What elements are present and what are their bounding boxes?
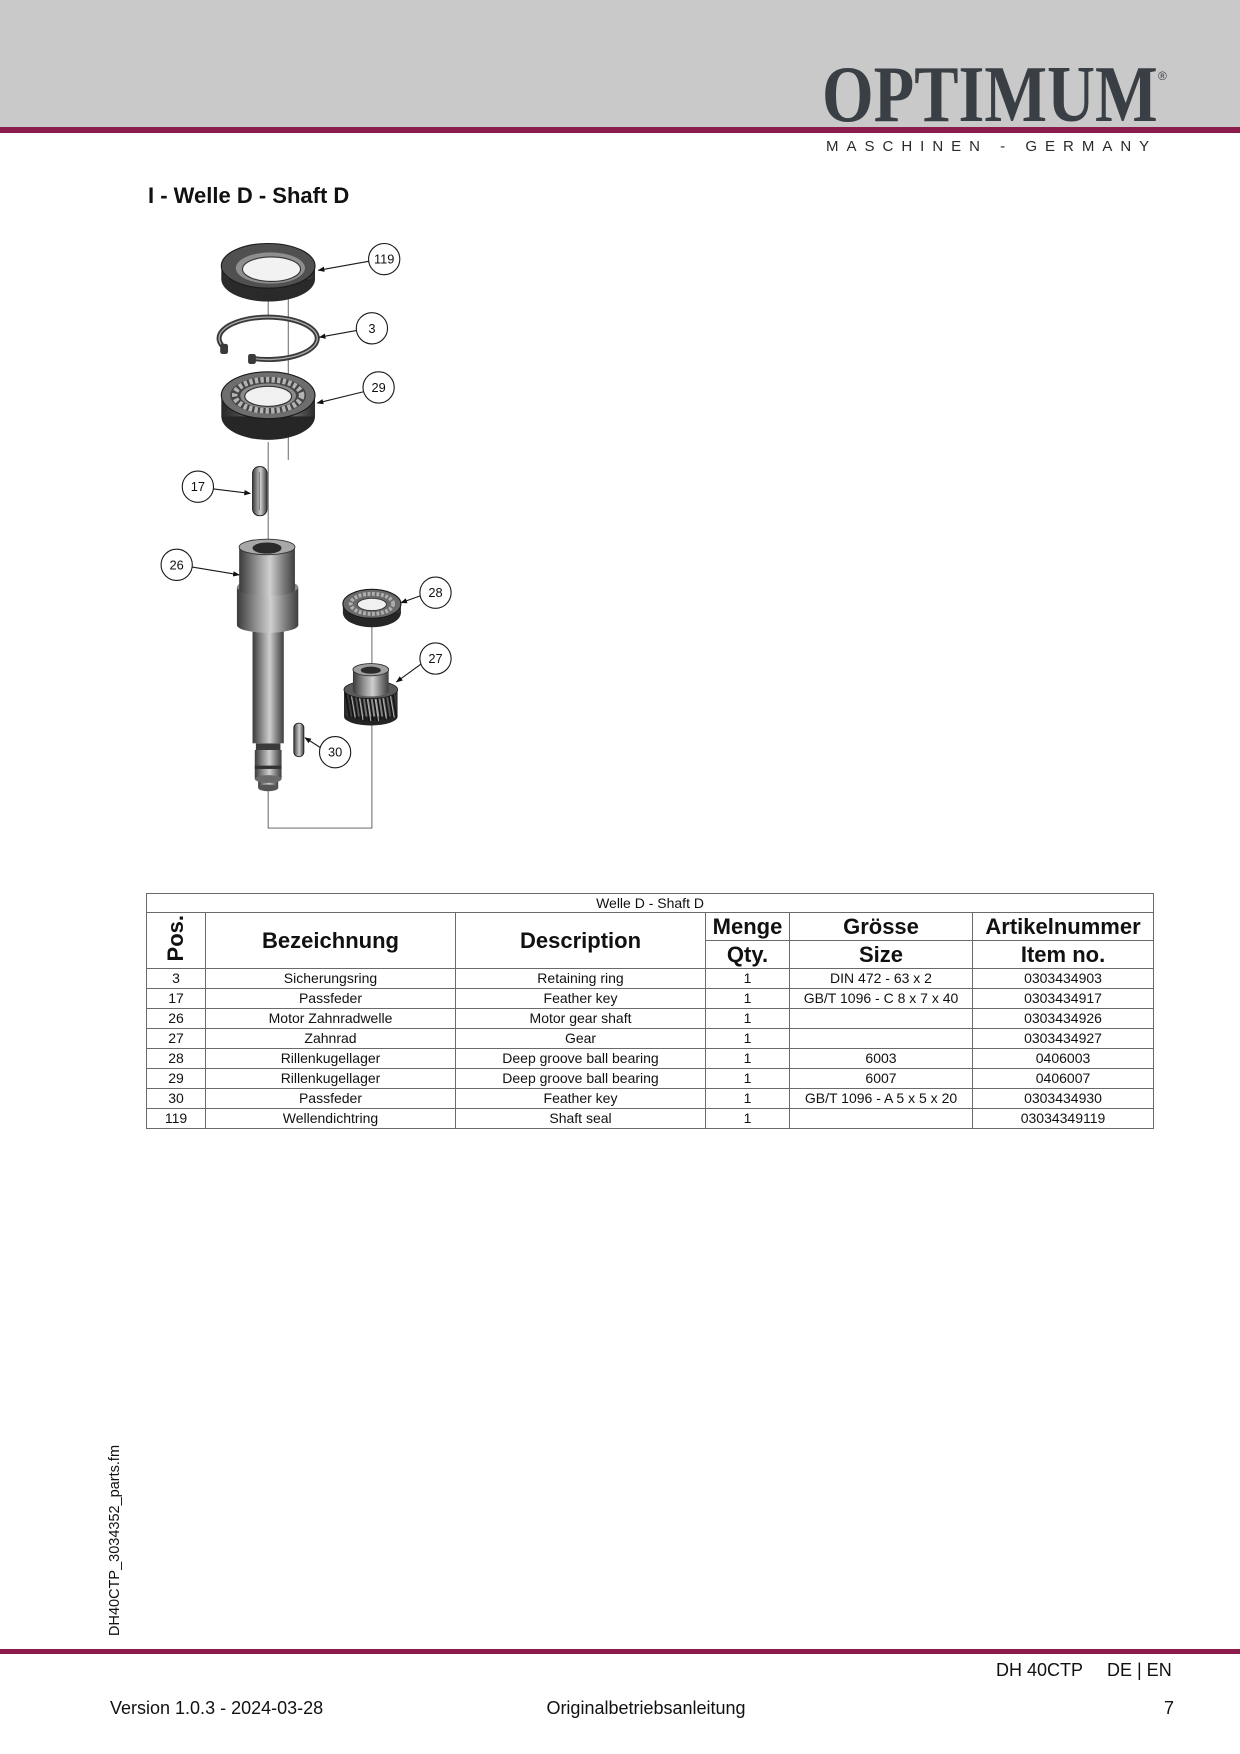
cell-description: Feather key [456, 1089, 706, 1109]
cell-description: Retaining ring [456, 969, 706, 989]
part-gear [344, 664, 398, 726]
callout-label: 17 [190, 479, 206, 495]
cell-size: 6007 [790, 1069, 973, 1089]
cell-qty: 1 [706, 1109, 790, 1129]
logo-registered-mark: ® [1158, 69, 1167, 83]
cell-bezeichnung: Passfeder [206, 989, 456, 1009]
leader-line [318, 261, 368, 270]
cell-size [790, 1009, 973, 1029]
header-groesse: Grösse [790, 913, 973, 941]
header-size: Size [790, 941, 973, 969]
cell-pos: 28 [147, 1049, 206, 1069]
table-row [147, 1049, 1154, 1069]
callout-label: 27 [428, 651, 443, 667]
cell-size: GB/T 1096 - A 5 x 5 x 20 [790, 1089, 973, 1109]
footer-accent-line [0, 1649, 1240, 1654]
footer-model: DH 40CTP [996, 1660, 1084, 1680]
part-feather-key-30 [294, 723, 304, 756]
callout-17 [182, 471, 250, 502]
table-row [147, 1029, 1154, 1049]
shaft-lower-section [255, 750, 282, 779]
cell-size: DIN 472 - 63 x 2 [790, 969, 973, 989]
cell-item-no: 0406007 [973, 1069, 1154, 1089]
table-row [147, 1089, 1154, 1109]
part-motor-gear-shaft [237, 539, 298, 791]
parts-table [146, 893, 1154, 1129]
ring-lug [248, 354, 256, 364]
leader-line [319, 331, 356, 338]
cell-qty: 1 [706, 1029, 790, 1049]
cell-description: Feather key [456, 989, 706, 1009]
header-pos-label: Pos. [163, 914, 188, 962]
callout-label: 26 [169, 557, 184, 573]
cell-bezeichnung: Wellendichtring [206, 1109, 456, 1129]
parts-table-body [147, 969, 1154, 1129]
cell-qty: 1 [706, 1009, 790, 1029]
cell-item-no: 0303434903 [973, 969, 1154, 989]
cell-bezeichnung: Rillenkugellager [206, 1049, 456, 1069]
logo-wordmark: OPTIMUM [822, 51, 1158, 139]
cell-bezeichnung: Passfeder [206, 1089, 456, 1109]
cell-description: Motor gear shaft [456, 1009, 706, 1029]
callout-label: 28 [428, 585, 443, 601]
header-artikelnummer: Artikelnummer [973, 913, 1154, 941]
callout-119 [318, 244, 399, 275]
header-item-no: Item no. [973, 941, 1154, 969]
cell-pos: 30 [147, 1089, 206, 1109]
cell-item-no: 0303434927 [973, 1029, 1154, 1049]
cell-description: Deep groove ball bearing [456, 1069, 706, 1089]
leader-line [317, 392, 363, 403]
cell-item-no: 03034349119 [973, 1109, 1154, 1129]
cell-pos: 27 [147, 1029, 206, 1049]
header-description: Description [456, 913, 706, 969]
shaft-lower-step [255, 775, 282, 783]
part-bearing-6007 [221, 372, 315, 440]
cell-pos: 119 [147, 1109, 206, 1129]
side-file-label: DH40CTP_3034352_parts.fm [107, 1444, 123, 1636]
cell-description: Shaft seal [456, 1109, 706, 1129]
leader-line [401, 596, 420, 603]
cell-pos: 17 [147, 989, 206, 1009]
exploded-view-diagram [151, 229, 469, 837]
key-body [294, 723, 304, 756]
cell-size: GB/T 1096 - C 8 x 7 x 40 [790, 989, 973, 1009]
part-shaft-seal [221, 244, 315, 302]
leader-line [396, 664, 421, 682]
shaft-groove [255, 766, 282, 769]
gear-hub-bottom [353, 685, 389, 696]
gear-bore [361, 667, 381, 674]
callout-3 [319, 313, 387, 344]
parts-table-head [147, 894, 1154, 969]
cell-pos: 29 [147, 1069, 206, 1089]
shaft-main-section [253, 621, 284, 744]
cell-bezeichnung: Motor Zahnradwelle [206, 1009, 456, 1029]
table-row [147, 1009, 1154, 1029]
seal-bore [243, 257, 301, 282]
header-pos [147, 913, 206, 969]
cell-size: 6003 [790, 1049, 973, 1069]
callout-30 [305, 737, 351, 768]
section-title: I - Welle D - Shaft D [148, 183, 350, 208]
cell-qty: 1 [706, 969, 790, 989]
cell-item-no: 0406003 [973, 1049, 1154, 1069]
table-row [147, 1109, 1154, 1129]
part-feather-key-17 [253, 467, 268, 516]
callout-label: 30 [327, 744, 343, 760]
footer-version: Version 1.0.3 - 2024-03-28 [110, 1698, 324, 1718]
cell-item-no: 0303434917 [973, 989, 1154, 1009]
bearing-bore [245, 386, 292, 406]
header-bezeichnung: Bezeichnung [206, 913, 456, 969]
callout-label: 119 [373, 251, 395, 267]
callout-label: 29 [371, 379, 386, 395]
cell-size [790, 1029, 973, 1049]
table-caption-row [147, 894, 1154, 913]
callout-27 [396, 643, 451, 682]
cell-bezeichnung: Sicherungsring [206, 969, 456, 989]
cell-item-no: 0303434930 [973, 1089, 1154, 1109]
header-qty: Qty. [706, 941, 790, 969]
table-row [147, 969, 1154, 989]
cell-qty: 1 [706, 1049, 790, 1069]
cell-description: Gear [456, 1029, 706, 1049]
callout-28 [401, 577, 451, 608]
cell-size [790, 1109, 973, 1129]
shaft-collar-bottom [237, 617, 298, 633]
table-row [147, 1069, 1154, 1089]
cell-bezeichnung: Zahnrad [206, 1029, 456, 1049]
table-header-row [147, 913, 1154, 941]
footer-document-type: Originalbetriebsanleitung [546, 1698, 746, 1718]
leader-line [192, 567, 239, 575]
shaft-bore [253, 542, 282, 553]
cell-qty: 1 [706, 1089, 790, 1109]
logo-tagline: MASCHINEN - GERMANY [826, 138, 1158, 155]
bearing-bore [357, 598, 386, 610]
shaft-top-cylinder-bottom [239, 583, 295, 596]
header-menge: Menge [706, 913, 790, 941]
footer-languages: DE | EN [1107, 1660, 1172, 1680]
cell-pos: 26 [147, 1009, 206, 1029]
cell-item-no: 0303434926 [973, 1009, 1154, 1029]
cell-qty: 1 [706, 989, 790, 1009]
callout-26 [161, 549, 239, 580]
shaft-end-face [258, 785, 278, 792]
part-bearing-6003 [343, 589, 401, 627]
table-caption: Welle D - Shaft D [147, 894, 1154, 913]
ring-lug [220, 344, 228, 354]
leader-line [305, 738, 321, 748]
table-row [147, 989, 1154, 1009]
key-body [253, 467, 268, 516]
callout-label: 3 [368, 320, 376, 336]
leader-line [214, 489, 251, 493]
cell-description: Deep groove ball bearing [456, 1049, 706, 1069]
footer-page-number: 7 [1163, 1698, 1174, 1718]
part-retaining-ring [219, 317, 317, 364]
cell-qty: 1 [706, 1069, 790, 1089]
cell-pos: 3 [147, 969, 206, 989]
cell-bezeichnung: Rillenkugellager [206, 1069, 456, 1089]
ring-highlight [219, 317, 317, 359]
callout-29 [317, 372, 394, 403]
shaft-neck [256, 743, 281, 750]
